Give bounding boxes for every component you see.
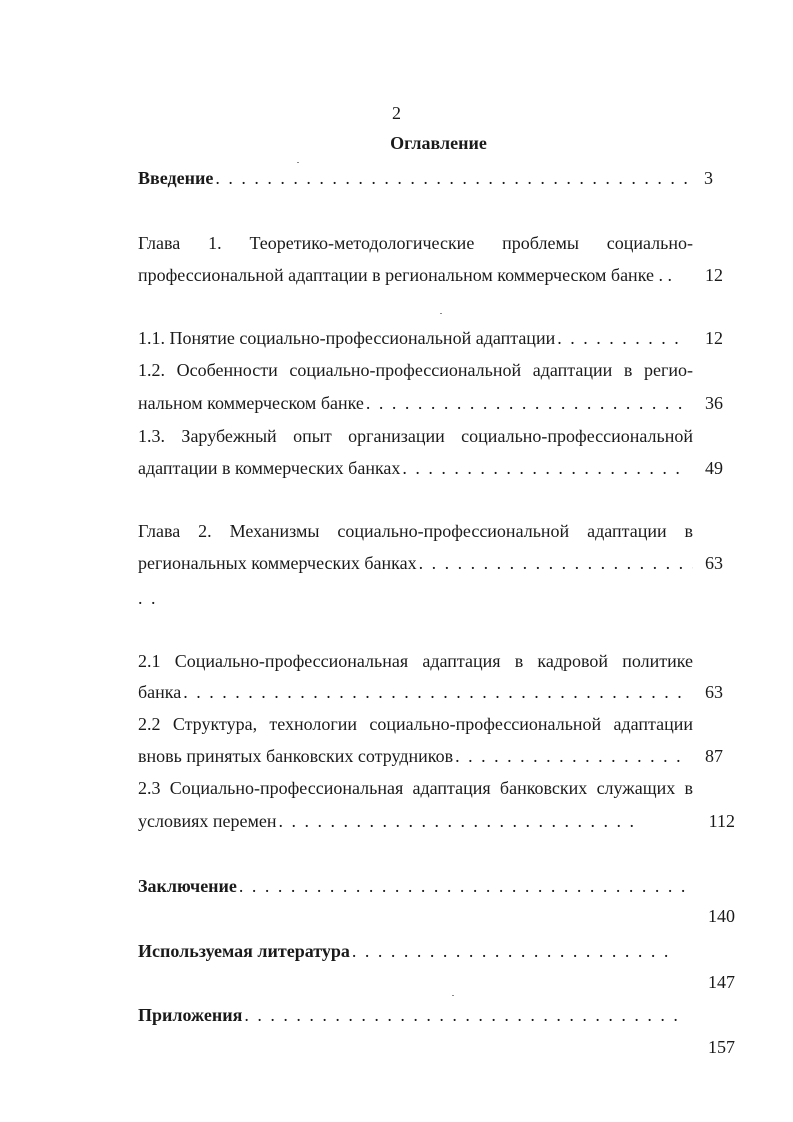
toc-entry-1-3-line2: [138, 456, 688, 480]
toc-label: банка: [138, 682, 182, 702]
toc-entry-1-3-line1: 1.3. Зарубежный опыт организации социально-профессиональной: [138, 426, 693, 446]
toc-label: 1.1. Понятие социально-профессиональной адаптации: [138, 328, 556, 348]
toc-leader: [366, 391, 688, 415]
toc-entry-ch2-line1: Глава 2. Механизмы социально-профессиональной адаптации в: [138, 521, 693, 541]
toc-page-number: 147: [708, 972, 735, 992]
toc-page-number: 157: [708, 1037, 735, 1057]
toc-label: нальном коммерческом банке: [138, 393, 364, 413]
toc-entry-2-1-line2: [138, 680, 683, 704]
toc-label: адаптации в коммерческих банках: [138, 458, 401, 478]
toc-entry-1-1: [138, 326, 688, 350]
toc-leader: [419, 551, 693, 575]
toc-leader: [239, 874, 686, 898]
toc-page-number: 36: [705, 393, 723, 413]
toc-entry-2-2-line2: [138, 744, 686, 768]
toc-label: Введение: [138, 168, 214, 188]
toc-leader: [183, 680, 683, 704]
toc-entry-ch1-line2: профессиональной адаптации в региональном коммерческом банке . .: [138, 265, 672, 285]
toc-entry-2-3-line1: 2.3 Социально-профессиональная адаптация банковских служащих в: [138, 778, 693, 798]
toc-page-number: 140: [708, 906, 735, 926]
toc-page-number: 12: [705, 328, 723, 348]
toc-entry-2-1-line1: 2.1 Социально-профессиональная адаптация в кадровой политике: [138, 651, 693, 671]
toc-leader: [455, 744, 686, 768]
toc-entry-1-2-line1: 1.2. Особенности социально-профессиональной адаптации в регио-: [138, 360, 693, 380]
toc-leader: [279, 809, 643, 833]
toc-leader: [352, 939, 673, 963]
toc-entry-ch2-line2: [138, 551, 693, 575]
toc-label: Заключение: [138, 876, 237, 896]
page-title: Оглавление: [390, 133, 487, 153]
scan-speck: [452, 995, 454, 996]
toc-leader: [402, 456, 688, 480]
page-number: 2: [392, 103, 401, 123]
scan-speck: [440, 313, 442, 314]
toc-entry-appendix: [138, 1003, 683, 1027]
toc-entry-literature: [138, 939, 673, 963]
toc-label: Используемая литература: [138, 941, 350, 961]
toc-leader: [215, 166, 688, 190]
toc-entry-conclusion: [138, 874, 686, 898]
toc-page-number: 3: [704, 168, 713, 188]
toc-entry-intro: [138, 166, 688, 190]
toc-entry-2-2-line1: 2.2 Структура, технологии социально-профессиональной адаптации: [138, 714, 693, 734]
toc-page-number: 63: [705, 553, 723, 573]
toc-page-number: 63: [705, 682, 723, 702]
toc-label: вновь принятых банковских сотрудников: [138, 746, 454, 766]
toc-entry-ch1-line1: Глава 1. Теоретико-методологические проблемы социально-: [138, 233, 693, 253]
toc-page-number: 112: [708, 811, 735, 831]
toc-label: региональных коммерческих банках: [138, 553, 417, 573]
toc-entry-2-3-line2: [138, 809, 643, 833]
toc-leader: [244, 1003, 683, 1027]
toc-entry-1-2-line2: [138, 391, 688, 415]
toc-page-number: 87: [705, 746, 723, 766]
scan-speck: [297, 162, 299, 163]
toc-trailing-dots: . .: [138, 588, 158, 608]
toc-page-number: 12: [705, 265, 723, 285]
toc-label: Приложения: [138, 1005, 243, 1025]
toc-label: условиях перемен: [138, 811, 277, 831]
toc-page-number: 49: [705, 458, 723, 478]
